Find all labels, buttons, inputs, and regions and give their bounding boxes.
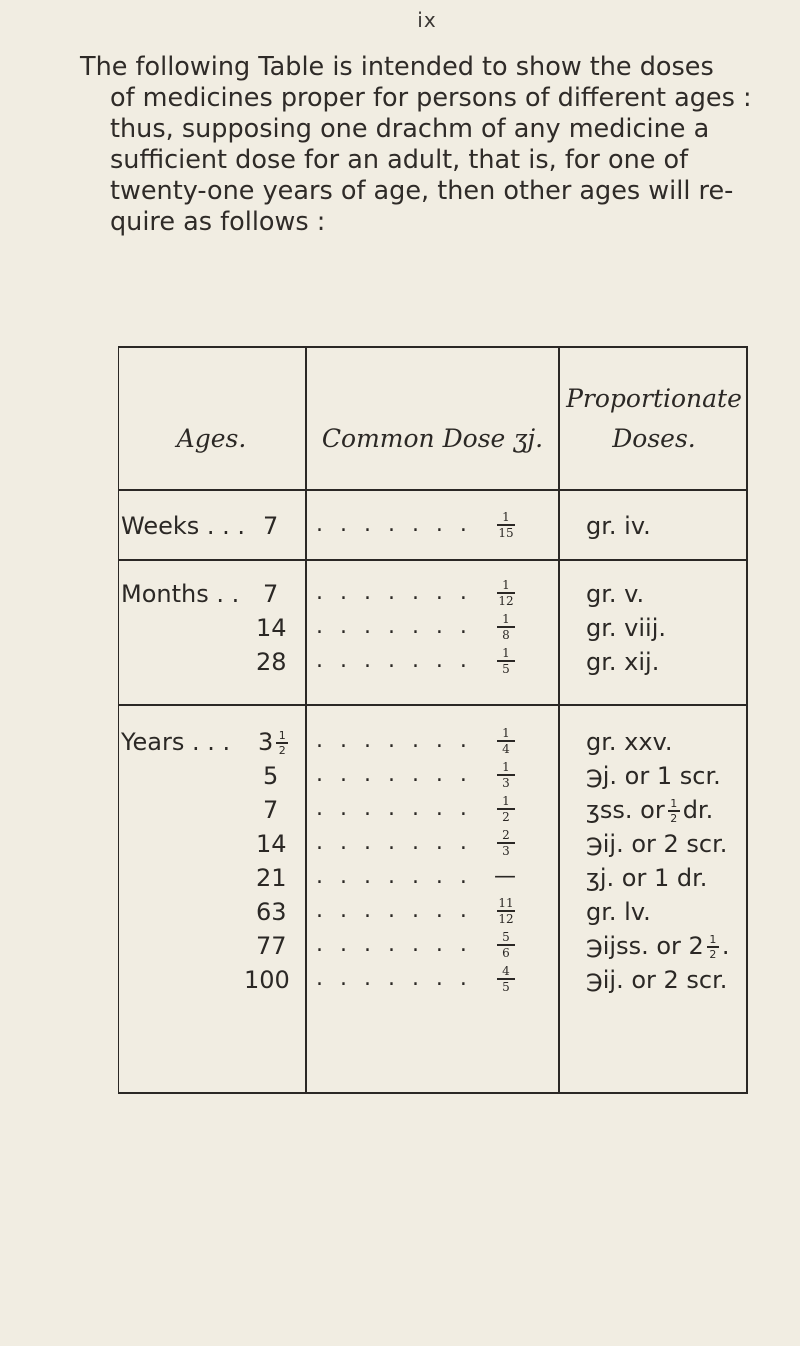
group-label: Years . . . (121, 728, 231, 756)
age-value: 14 (256, 830, 287, 858)
intro-line: The following Table is intended to show the doses (80, 52, 714, 82)
age-value: 21 (256, 864, 287, 892)
age-value: 7 (263, 512, 279, 540)
fraction: 1 8 (497, 613, 515, 641)
fraction: 4 5 (497, 965, 515, 993)
age-value: 5 (263, 762, 279, 790)
leader-dots: . . . . . . . (316, 728, 472, 753)
page-number: ix (417, 8, 437, 32)
header-ages: Ages. (176, 424, 247, 453)
age-value: 3 $\frac{1}{2}$ (258, 728, 291, 756)
header-rule (118, 489, 748, 491)
column-divider (305, 346, 307, 1094)
fraction: 1 12 (498, 578, 514, 608)
leader-dots: . . . . . . . (316, 614, 472, 639)
left-border (118, 346, 119, 1094)
section-rule (118, 704, 748, 706)
fraction: 1 5 (497, 647, 515, 675)
proportionate-dose: gr. v. (586, 580, 645, 608)
proportionate-dose: ℈ijss. or 2 $\frac{1}{2}$ . (586, 932, 730, 961)
fraction: 11 12 (498, 896, 514, 926)
proportionate-dose: ℈ij. or 2 scr. (586, 830, 728, 858)
fraction: 1 2 (497, 795, 515, 823)
header-doses: Doses. (612, 424, 696, 453)
leader-dots: . . . . . . . (316, 966, 472, 991)
proportionate-dose: gr. iv. (586, 512, 651, 540)
proportionate-dose: ʒj. or 1 dr. (586, 864, 708, 892)
age-value: 7 (263, 796, 279, 824)
table-top-rule (118, 346, 748, 348)
header-proportionate: Proportionate (566, 384, 742, 413)
intro-line: twenty-one years of age, then other ages will re- (110, 176, 734, 206)
fraction: 5 6 (497, 931, 515, 959)
column-divider (558, 346, 560, 1094)
fraction: 1 4 (497, 727, 515, 755)
fraction: 1 3 (497, 761, 515, 789)
intro-line: quire as follows : (110, 207, 326, 237)
right-border (746, 346, 748, 1094)
fraction: 1 15 (498, 510, 514, 540)
intro-line: sufficient dose for an adult, that is, for one of (110, 145, 689, 175)
intro-line: thus, supposing one drachm of any medicine a (110, 114, 710, 144)
age-value: 77 (256, 932, 287, 960)
age-value: 7 (263, 580, 279, 608)
fraction-dash: — (494, 864, 516, 889)
proportionate-dose: gr. xxv. (586, 728, 673, 756)
leader-dots: . . . . . . . (316, 648, 472, 673)
intro-line: of medicines proper for persons of different ages : (110, 83, 752, 113)
age-value: 100 (244, 966, 290, 994)
leader-dots: . . . . . . . (316, 898, 472, 923)
group-label: Months . . (121, 580, 240, 608)
group-label: Weeks . . . (121, 512, 246, 540)
section-rule (118, 559, 748, 561)
leader-dots: . . . . . . . (316, 512, 472, 537)
proportionate-dose: gr. lv. (586, 898, 651, 926)
age-value: 63 (256, 898, 287, 926)
leader-dots: . . . . . . . (316, 830, 472, 855)
proportionate-dose: gr. xij. (586, 648, 660, 676)
header-common-dose: Common Dose ʒj. (321, 424, 544, 453)
table-bottom-rule (118, 1092, 748, 1094)
leader-dots: . . . . . . . (316, 932, 472, 957)
proportionate-dose: gr. viij. (586, 614, 666, 642)
fraction: 2 3 (497, 829, 515, 857)
proportionate-dose: ʒss. or $\frac{1}{2}$ dr. (586, 796, 714, 825)
leader-dots: . . . . . . . (316, 796, 472, 821)
leader-dots: . . . . . . . (316, 580, 472, 605)
proportionate-dose: ℈j. or 1 scr. (586, 762, 721, 790)
leader-dots: . . . . . . . (316, 762, 472, 787)
proportionate-dose: ℈ij. or 2 scr. (586, 966, 728, 994)
age-value: 14 (256, 614, 287, 642)
age-value: 28 (256, 648, 287, 676)
leader-dots: . . . . . . . (316, 864, 472, 889)
